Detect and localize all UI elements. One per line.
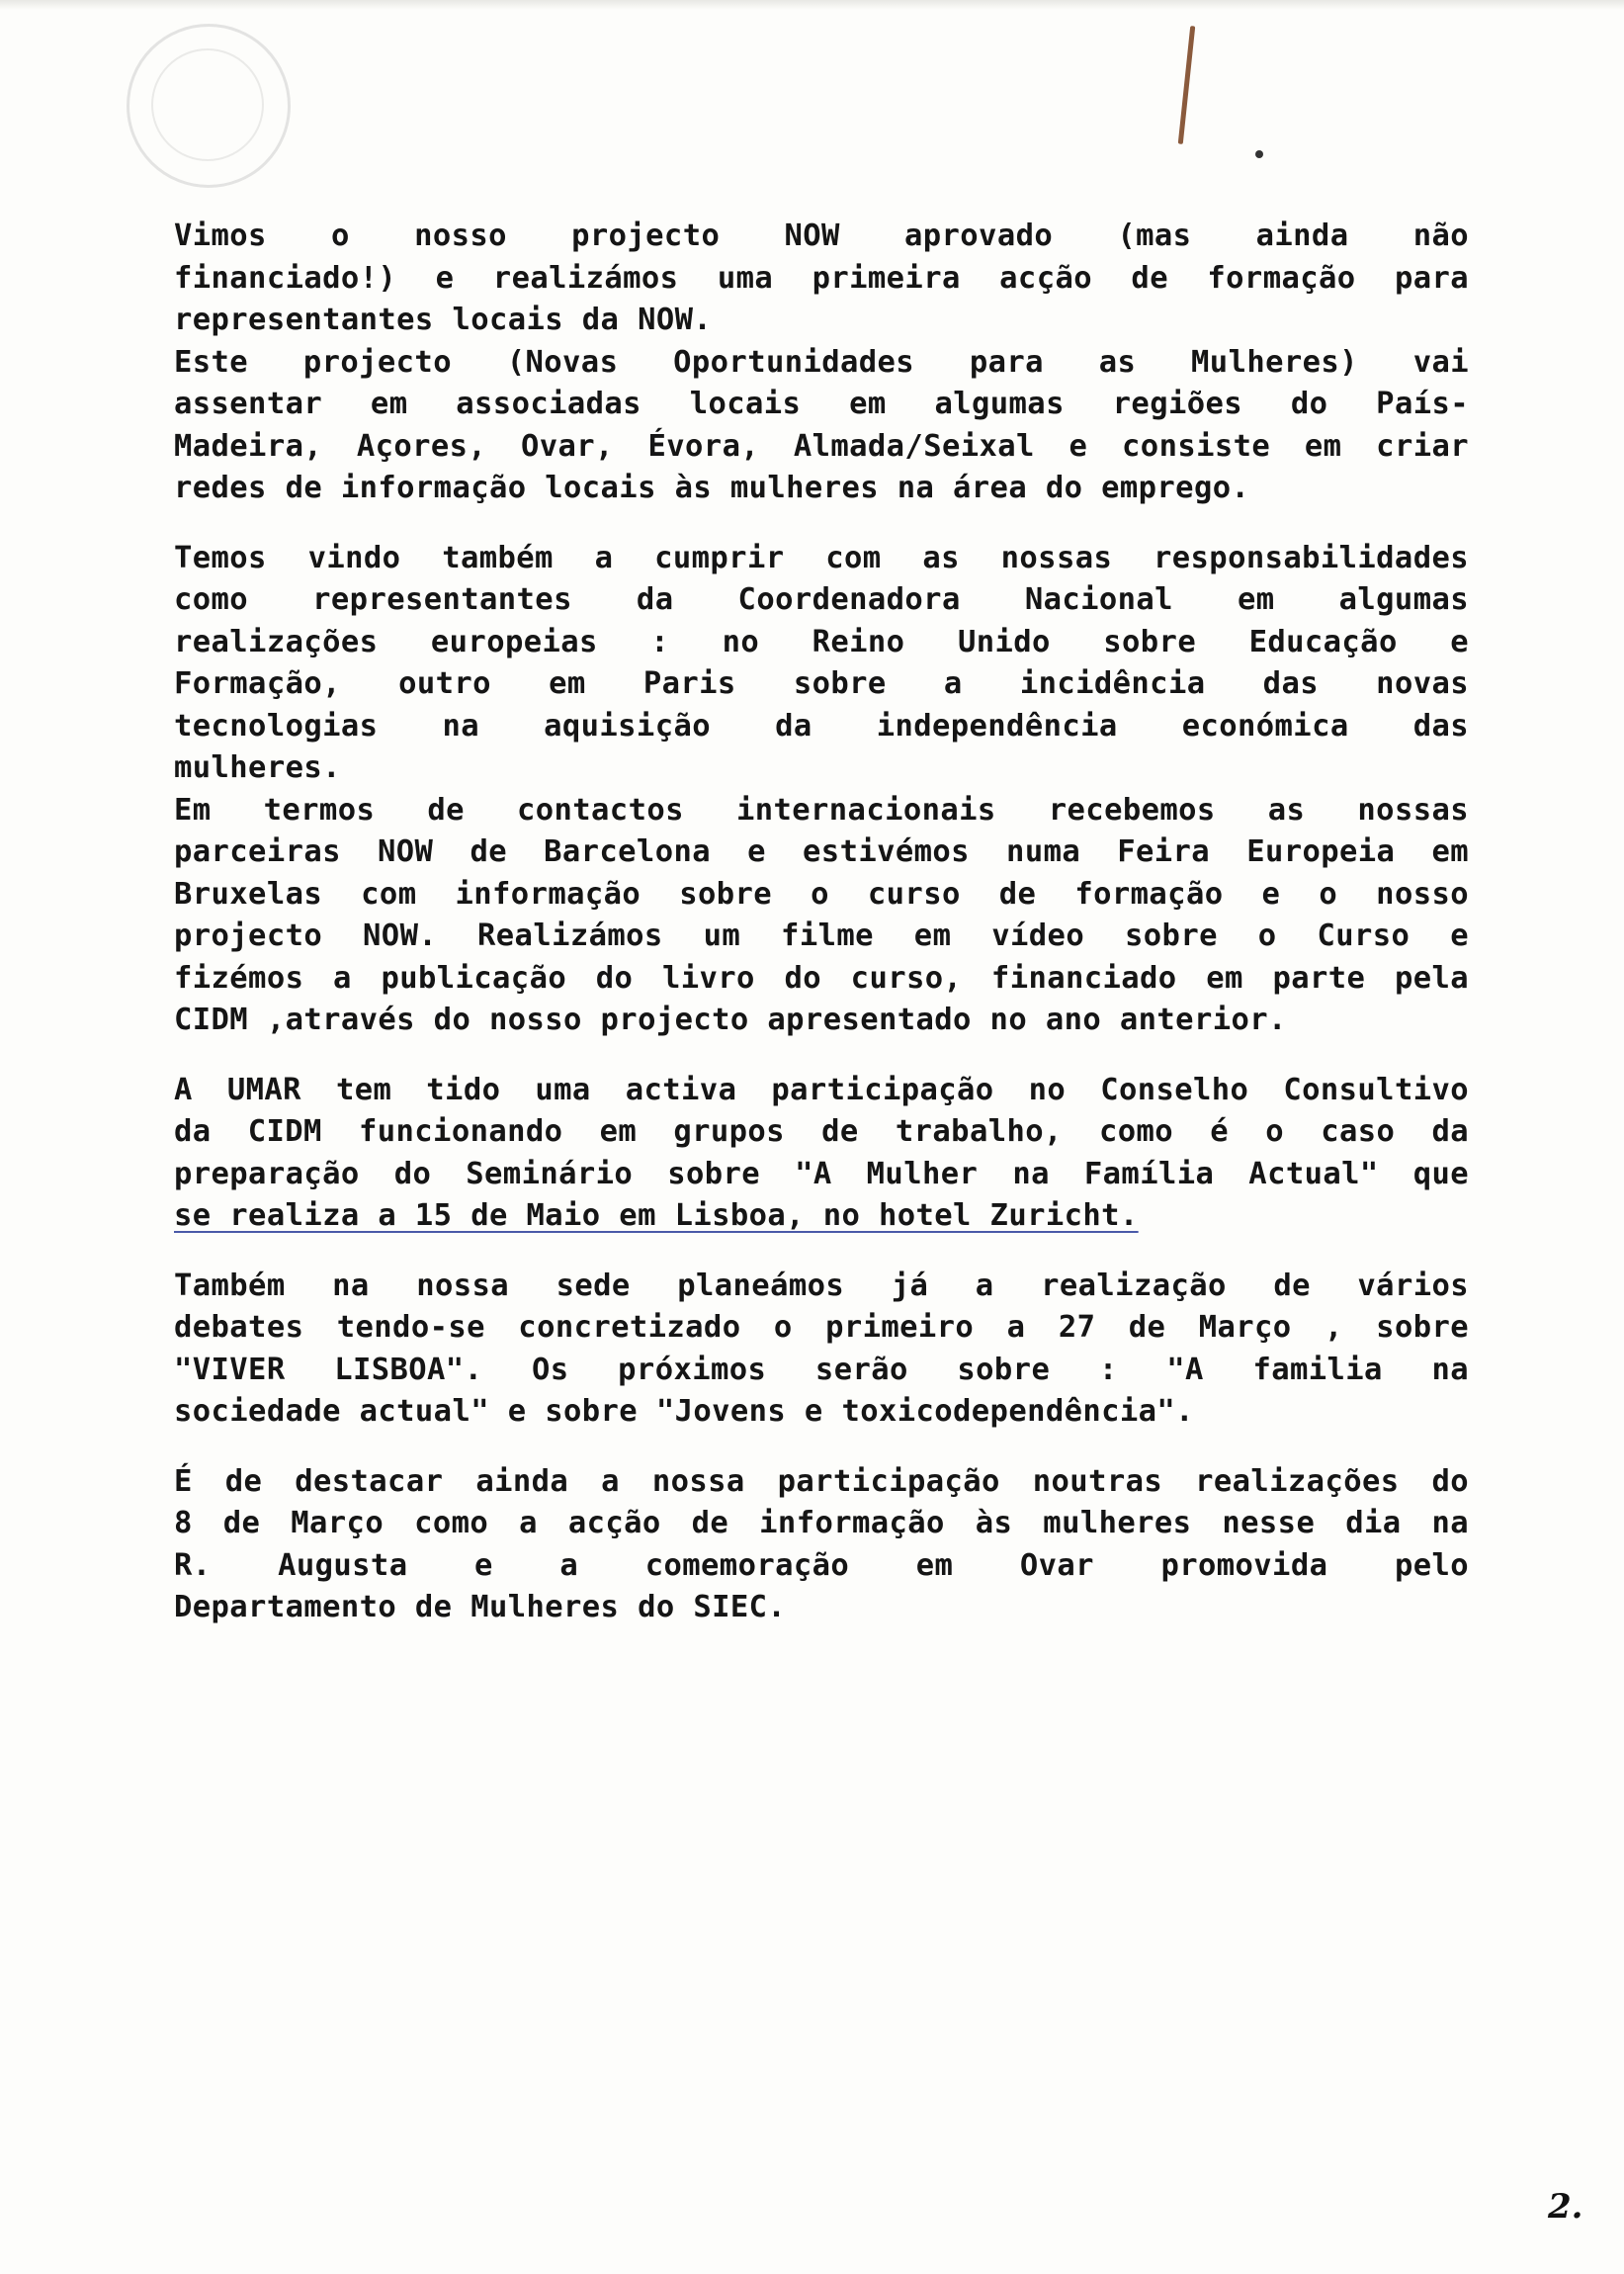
- text-line: Temos vindo também a cumprir com as nossas responsabilidades: [174, 540, 1469, 575]
- text-line: como representantes da Coordenadora Nacional em algumas: [174, 582, 1469, 617]
- text-line: preparação do Seminário sobre "A Mulher na Família Actual" que: [174, 1156, 1469, 1191]
- text-line: Bruxelas com informação sobre o curso de formação e o nosso: [174, 876, 1469, 912]
- paragraph-now-project: [174, 216, 1469, 510]
- text-line: assentar em associadas locais em algumas regiões do País-: [174, 387, 1469, 421]
- page-top-edge: [0, 0, 1624, 10]
- paragraph-european-events: [174, 538, 1469, 1042]
- paragraph-march-8: [174, 1461, 1469, 1629]
- text-line: A UMAR tem tido uma activa participação no Conselho Consultivo: [174, 1072, 1469, 1107]
- text-line: tecnologias na aquisição da independência económica das: [174, 708, 1469, 743]
- text-line: debates tendo-se concretizado o primeiro a 27 de Março , sobre: [174, 1310, 1469, 1345]
- pen-mark: [1178, 26, 1196, 144]
- text-line: parceiras NOW de Barcelona e estivémos numa Feira Europeia em: [174, 834, 1469, 869]
- document-body: [174, 216, 1469, 1657]
- text-line: fizémos a publicação do livro do curso, financiado em parte pela: [174, 960, 1469, 996]
- text-line: "VIVER LISBOA". Os próximos serão sobre : "A familia na: [174, 1352, 1469, 1387]
- text-line: projecto NOW. Realizámos um filme em vídeo sobre o Curso e: [174, 918, 1469, 953]
- text-line: Departamento de Mulheres do SIEC.: [174, 1590, 787, 1624]
- text-line: da CIDM funcionando em grupos de trabalho, como é o caso da: [174, 1114, 1469, 1149]
- text-line: redes de informação locais às mulheres na área do emprego.: [174, 471, 1250, 505]
- text-line: financiado!) e realizámos uma primeira acção de formação para: [174, 260, 1469, 296]
- text-line: R. Augusta e a comemoração em Ovar promovida pelo: [174, 1547, 1469, 1583]
- paragraph-debates: [174, 1266, 1469, 1434]
- text-line: Vimos o nosso projecto NOW aprovado (mas ainda não: [174, 219, 1469, 253]
- text-line: Formação, outro em Paris sobre a incidência das novas: [174, 666, 1469, 701]
- text-line: Madeira, Açores, Ovar, Évora, Almada/Seixal e consiste em criar: [174, 428, 1469, 464]
- page-number: 2.: [1548, 2187, 1583, 2227]
- text-line: CIDM ,através do nosso projecto apresentado no ano anterior.: [174, 1003, 1287, 1037]
- text-line: Este projecto (Novas Oportunidades para as Mulheres) vai: [174, 344, 1469, 380]
- text-line-underlined: se realiza a 15 de Maio em Lisboa, no hotel Zuricht.: [174, 1198, 1139, 1233]
- paragraph-cidm-council: [174, 1070, 1469, 1238]
- faded-stamp-inner: [151, 48, 264, 161]
- text-line: representantes locais da NOW.: [174, 303, 713, 337]
- text-line: É de destacar ainda a nossa participação noutras realizações do: [174, 1463, 1469, 1499]
- ink-dot: [1255, 150, 1263, 158]
- text-line: realizações europeias : no Reino Unido sobre Educação e: [174, 624, 1469, 659]
- text-line: Também na nossa sede planeámos já a realização de vários: [174, 1268, 1469, 1303]
- faded-stamp: [127, 24, 291, 188]
- text-line: mulheres.: [174, 750, 341, 785]
- text-line: Em termos de contactos internacionais recebemos as nossas: [174, 792, 1469, 828]
- text-line: sociedade actual" e sobre "Jovens e toxicodependência".: [174, 1394, 1194, 1429]
- text-line: 8 de Março como a acção de informação às mulheres nesse dia na: [174, 1506, 1469, 1540]
